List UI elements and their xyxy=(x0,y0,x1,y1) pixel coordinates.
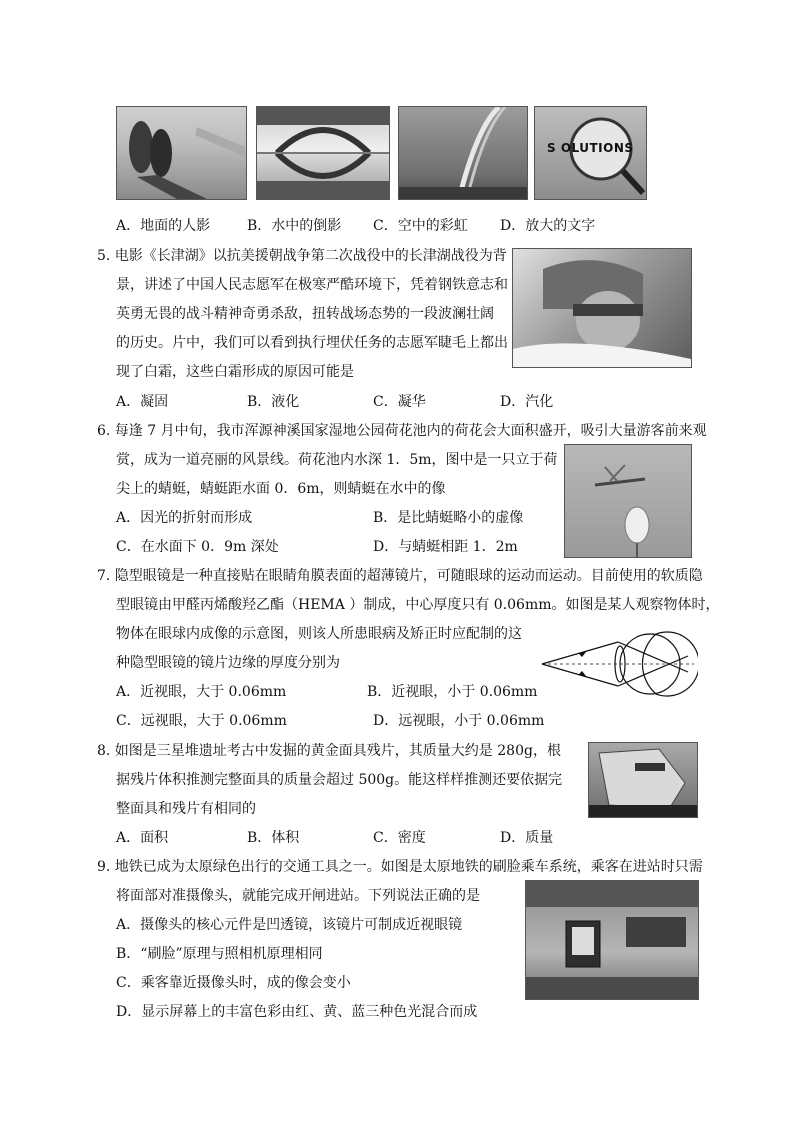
q5-line-5: 现了白霜，这些白霜形成的原因可能是 xyxy=(116,364,354,380)
q6-option-b: B．是比蜻蜓略小的虚像 xyxy=(373,510,524,526)
q9-option-c: C．乘客靠近摄像头时，成的像会变小 xyxy=(116,975,351,991)
q5-option-c: C．凝华 xyxy=(373,394,426,410)
q6-option-a: A．因光的折射而形成 xyxy=(116,510,253,526)
q4-option-b: B．水中的倒影 xyxy=(247,218,342,234)
metro-gate-photo xyxy=(525,880,699,1000)
q5-line-3: 英勇无畏的战斗精神奇勇杀敌，扭转战场态势的一段波澜壮阔 xyxy=(116,306,494,322)
rainbow-photo xyxy=(398,106,528,200)
shadow-figures-icon xyxy=(117,107,246,199)
q6-option-c: C．在水面下 0．9m 深处 xyxy=(116,539,279,555)
q7-option-a: A．近视眼，大于 0.06mm xyxy=(116,684,287,700)
magnifier-text: S OLUTIONS xyxy=(547,141,634,155)
q7-line-1: 7. 隐型眼镜是一种直接贴在眼睛角膜表面的超薄镜片，可随眼球的运动而运动。目前使用的软质隐 xyxy=(97,568,703,584)
q8-option-d: D．质量 xyxy=(500,830,554,846)
q5-option-d: D．汽化 xyxy=(500,394,554,410)
golden-mask-photo xyxy=(588,742,698,818)
q8-line-1: 8. 如图是三星堆遗址考古中发掘的黄金面具残片，其质量大约是 280g，根 xyxy=(97,743,561,759)
dragonfly-lotus-icon xyxy=(565,445,691,557)
soldier-face-icon xyxy=(513,249,691,367)
q6-option-d: D．与蜻蜓相距 1．2m xyxy=(373,539,518,555)
q8-option-b: B．体积 xyxy=(247,830,300,846)
dragonfly-photo xyxy=(564,444,692,558)
face-scan-gate-icon xyxy=(526,881,698,999)
q5-option-a: A．凝固 xyxy=(116,394,169,410)
q8-line-2: 据残片体积推测完整面具的质量会超过 500g。能这样样推测还要依据完 xyxy=(116,772,563,788)
eye-diagram xyxy=(538,628,698,698)
q9-option-b: B．“刷脸”原理与照相机原理相同 xyxy=(116,946,323,962)
q5-option-b: B．液化 xyxy=(247,394,300,410)
q9-line-2: 将面部对准摄像头，就能完成开闸进站。下列说法正确的是 xyxy=(116,888,480,904)
q4-option-a: A．地面的人影 xyxy=(116,218,211,234)
q7-option-d: D．远视眼，小于 0.06mm xyxy=(373,713,545,729)
reflection-photo xyxy=(256,106,390,200)
q7-line-2: 型眼镜由甲醛丙烯酸羟乙酯（HEMA ）制成，中心厚度只有 0.06mm。如图是某人观察物体时， xyxy=(116,597,720,613)
q8-line-3: 整面具和残片有相同的 xyxy=(116,801,256,817)
magnifier-photo xyxy=(534,106,647,200)
q5-line-2: 景，讲述了中国人民志愿军在极寒严酷环境下，凭着钢铁意志和 xyxy=(116,277,508,293)
q7-line-4: 种隐型眼镜的镜片边缘的厚度分别为 xyxy=(116,655,340,671)
bridge-reflection-icon xyxy=(257,107,389,199)
q6-line-3: 尖上的蜻蜓，蜻蜓距水面 0．6m，则蜻蜓在水中的像 xyxy=(116,481,446,497)
q5-line-4: 的历史。片中，我们可以看到执行埋伏任务的志愿军睫毛上都出 xyxy=(116,335,508,351)
mask-fragment-icon xyxy=(589,743,697,817)
soldier-photo xyxy=(512,248,692,368)
q5-line-1: 5. 电影《长津湖》以抗美援朝战争第二次战役中的长津湖战役为背 xyxy=(97,248,507,264)
q9-option-d: D．显示屏幕上的丰富色彩由红、黄、蓝三种色光混合而成 xyxy=(116,1004,478,1020)
q4-option-d: D．放大的文字 xyxy=(500,218,596,234)
q6-line-1: 6. 每逢 7 月中旬，我市浑源神溪国家湿地公园荷花池内的荷花会大面积盛开，吸引大量游客前来观 xyxy=(97,423,707,439)
q7-line-3: 物体在眼球内成像的示意图，则该人所患眼病及矫正时应配制的这 xyxy=(116,626,522,642)
q7-option-b: B．近视眼，小于 0.06mm xyxy=(367,684,538,700)
rainbow-arc-icon xyxy=(399,107,527,199)
q9-option-a: A．摄像头的核心元件是凹透镜，该镜片可制成近视眼镜 xyxy=(116,917,463,933)
shadow-photo xyxy=(116,106,247,200)
q9-line-1: 9. 地铁已成为太原绿色出行的交通工具之一。如图是太原地铁的刷脸乘车系统，乘客在进站时只需 xyxy=(97,859,703,875)
q4-option-c: C．空中的彩虹 xyxy=(373,218,468,234)
q6-line-2: 赏，成为一道亮丽的风景线。荷花池内水深 1．5m，图中是一只立于荷 xyxy=(116,452,558,468)
q8-option-c: C．密度 xyxy=(373,830,426,846)
q8-option-a: A．面积 xyxy=(116,830,169,846)
q7-option-c: C．远视眼，大于 0.06mm xyxy=(116,713,287,729)
